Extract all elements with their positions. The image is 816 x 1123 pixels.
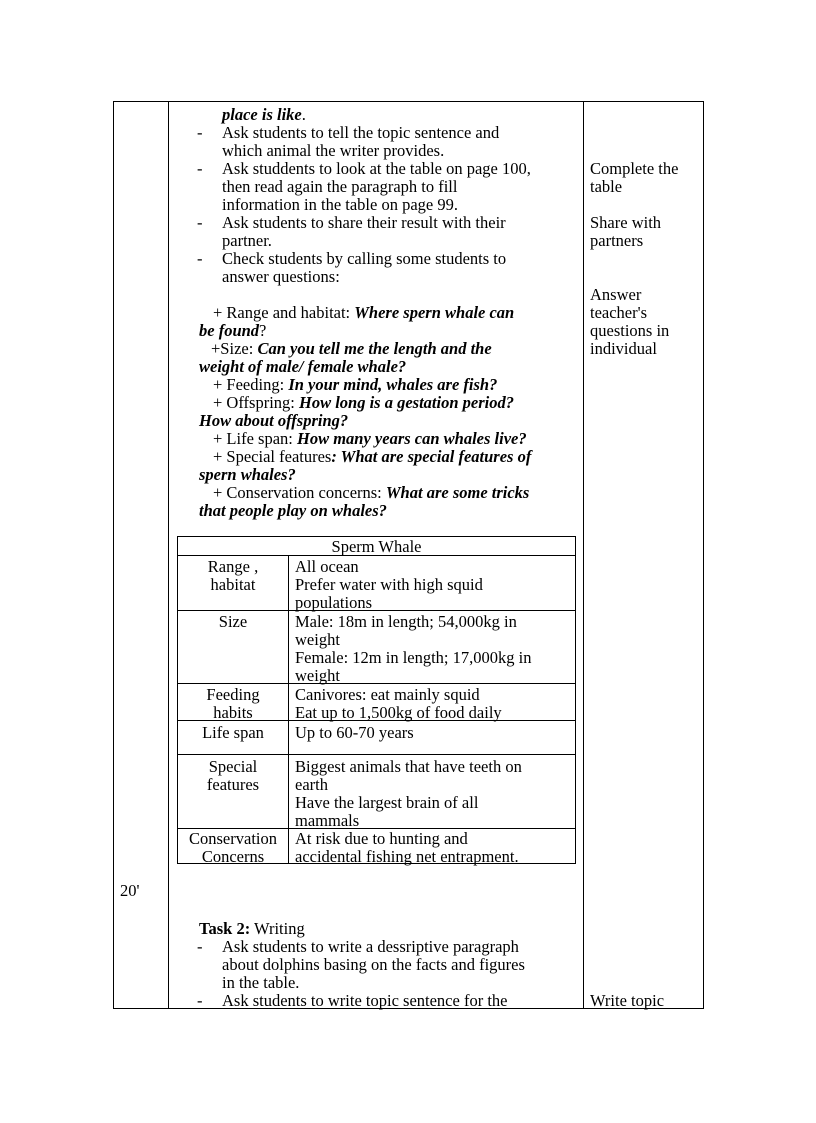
student-answer-questions <box>590 286 669 358</box>
text-line: then read again the paragraph to fill <box>222 177 458 196</box>
text-line: in the table. <box>222 973 300 992</box>
text-line: which animal the writer provides. <box>222 141 445 160</box>
text-line: Complete the <box>590 159 679 178</box>
bullet-share-result <box>222 214 506 250</box>
bullet-topic-sentence <box>222 124 499 160</box>
table-divider <box>178 720 575 721</box>
question-size: +Size: Can you tell me the length and the weight of male/ female whale? <box>199 339 492 376</box>
bullet-dash: - <box>197 213 203 232</box>
student-share-partners <box>590 214 661 250</box>
bullet-dash: - <box>197 123 203 142</box>
student-write-topic <box>590 992 664 1010</box>
intro-tail: place is like. <box>222 105 306 124</box>
text-line: Ask students to share their result with their <box>222 213 506 232</box>
row-value-life-span: Up to 60-70 years <box>295 723 414 742</box>
time-label: 20' <box>120 881 140 900</box>
table-divider <box>178 610 575 611</box>
row-value-size: Male: 18m in length; 54,000kg in weight Female: 12m in length; 17,000kg in weight <box>295 612 532 685</box>
bullet-check-students <box>222 250 506 286</box>
text-line: partners <box>590 231 644 250</box>
text-line: answer questions: <box>222 267 340 286</box>
text-line: Ask studdents to look at the table on page 100, <box>222 159 531 178</box>
row-label-size: Size <box>218 612 248 631</box>
text-line: Ask students to write a dessriptive paragraph <box>222 937 519 956</box>
table-title: Sperm Whale <box>331 537 422 556</box>
question-offspring: + Offspring: How long is a gestation period? How about offspring? <box>199 393 514 430</box>
text-line: information in the table on page 99. <box>222 195 458 214</box>
question-feeding: + Feeding: In your mind, whales are fish? <box>213 375 498 394</box>
text-line: Ask students to write topic sentence for the <box>222 991 508 1010</box>
question-conservation: + Conservation concerns: What are some tricks that people play on whales? <box>199 483 530 520</box>
row-value-range: All ocean Prefer water with high squid populations <box>295 557 483 612</box>
sperm-whale-table <box>177 536 576 864</box>
bullet-look-at-table <box>222 160 531 214</box>
text-line: Answer <box>590 285 642 304</box>
row-label-conservation: Conservation Concerns <box>189 829 277 866</box>
bullet-dash: - <box>197 159 203 178</box>
text-line: individual <box>590 339 657 358</box>
text-line: questions in <box>590 321 670 340</box>
student-complete-table <box>590 160 678 196</box>
text-line: table <box>590 177 623 196</box>
text-line: Share with <box>590 213 662 232</box>
text-line: teacher's <box>590 303 648 322</box>
bullet-dash: - <box>197 249 203 268</box>
row-value-feeding: Canivores: eat mainly squid Eat up to 1,500kg of food daily <box>295 685 502 722</box>
row-label-life-span: Life span <box>202 723 264 742</box>
table-divider <box>178 754 575 755</box>
bullet-dash: - <box>197 991 203 1010</box>
text-line: Check students by calling some students to <box>222 249 507 268</box>
lesson-plan-table <box>113 101 704 1009</box>
text-line: partner. <box>222 231 272 250</box>
time-column <box>114 102 167 1008</box>
task2-bullet-descriptive <box>222 938 525 992</box>
row-label-feeding: Feeding habits <box>206 685 260 722</box>
row-label-range: Range , habitat <box>207 557 259 594</box>
text-line: Ask students to tell the topic sentence and <box>222 123 500 142</box>
task2-heading: Task 2: Writing <box>199 919 305 938</box>
student-activities-column <box>586 102 704 1008</box>
question-special-features: + Special features: What are special features of spern whales? <box>199 447 532 484</box>
row-value-special: Biggest animals that have teeth on earth Have the largest brain of all mammals <box>295 757 522 830</box>
row-value-conservation: At risk due to hunting and accidental fishing net entrapment. <box>295 829 519 866</box>
column-divider-students <box>583 102 584 1008</box>
table-divider <box>178 683 575 684</box>
row-label-special: Special features <box>206 757 260 794</box>
text-line: Write topic <box>590 991 665 1010</box>
bullet-dash: - <box>197 937 203 956</box>
task2-bullet-topic-sentence <box>222 992 507 1010</box>
text-line: about dolphins basing on the facts and figures <box>222 955 525 974</box>
question-life-span: + Life span: How many years can whales live? <box>213 429 527 448</box>
table-divider <box>178 555 575 556</box>
question-range-habitat: + Range and habitat: Where spern whale can be found? <box>199 303 515 340</box>
table-column-divider <box>288 555 289 863</box>
